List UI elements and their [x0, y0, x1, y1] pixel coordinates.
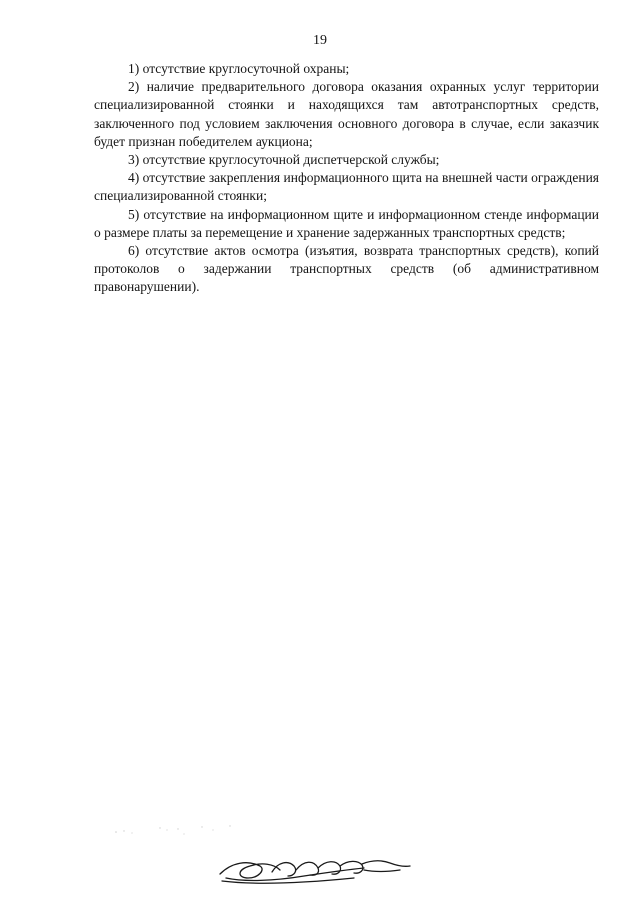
list-item: 5) отсутствие на информационном щите и информационном стенде информации о размере платы за перемещение и хранение задержанных транспортных средств;	[94, 206, 599, 240]
list-item: 2) наличие предварительного договора оказания охранных услуг территории специализированной стоянки и находящихся там автотранспортных средств, заключенного под условием заключения основного договора в случае, если заказчик будет признан победителем аукциона;	[94, 79, 599, 149]
scan-noise-marks	[112, 818, 242, 848]
list-item: 6) отсутствие актов осмотра (изъятия, возврата транспортных средств), копий протоколов о задержании транспортных средств (об административном правонарушении).	[94, 243, 599, 295]
list-item: 1) отсутствие круглосуточной охраны;	[128, 61, 350, 76]
requirements-list	[94, 60, 599, 297]
page-number: 19	[313, 33, 327, 48]
handwritten-signature	[214, 848, 414, 888]
list-item: 4) отсутствие закрепления информационного щита на внешней части ограждения специализированной стоянки;	[94, 170, 599, 204]
list-item: 3) отсутствие круглосуточной диспетчерской службы;	[128, 152, 440, 168]
